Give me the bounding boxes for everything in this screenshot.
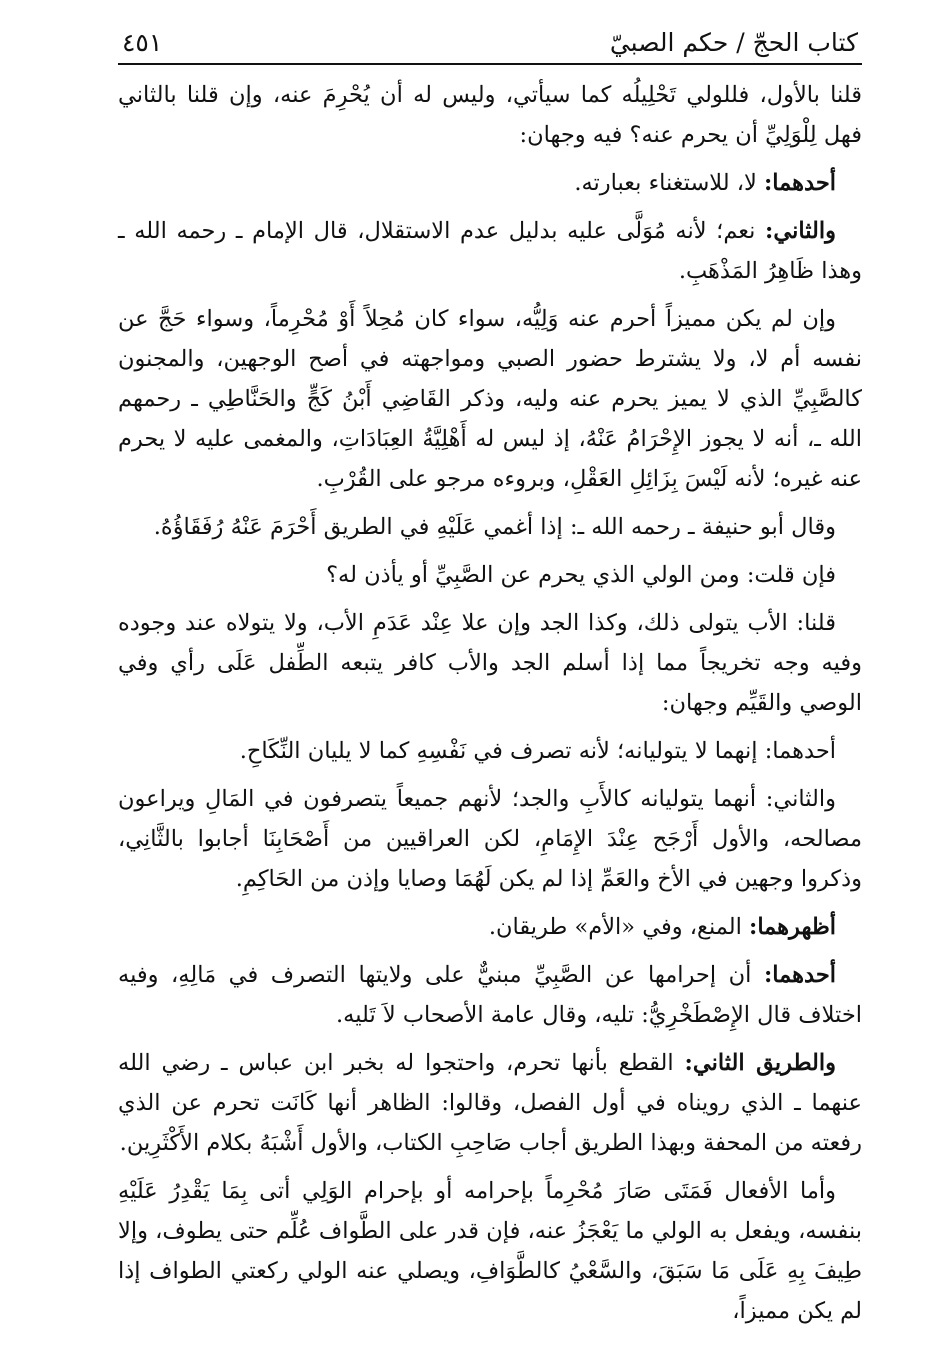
paragraph-text: القطع بأنها تحرم، واحتجوا له بخبر ابن عباس ـ رضي الله عنهما ـ الذي رويناه في أول الفصل، وقالوا: الظاهر أنها كَانَت تحرم عن الذي رفعته من المحفة وبهذا الطريق أجاب صَاحِبِ الكتاب، والأول أَشْبَهُ بكلام الأَكْثَرِين.: [118, 1050, 862, 1156]
paragraph-text: المنع، وفي «الأم» طريقان.: [488, 914, 750, 940]
paragraph: [118, 731, 862, 771]
paragraph: [118, 555, 862, 595]
paragraph: [118, 603, 862, 723]
paragraph: [118, 907, 862, 947]
paragraph: [118, 163, 862, 203]
page-body: [118, 75, 862, 1331]
paragraph-lead: أحدهما:: [763, 170, 836, 196]
paragraph-text: أحدهما: إنهما لا يتوليانه؛ لأنه تصرف في نَفْسِهِ كما لا يليان النِّكَاحِ.: [239, 738, 836, 764]
paragraph-lead: والطريق الثاني:: [684, 1050, 837, 1076]
paragraph: [118, 1171, 862, 1331]
page-number: ٤٥١: [122, 28, 163, 57]
paragraph-lead: والثاني:: [765, 218, 836, 244]
paragraph: [118, 1043, 862, 1163]
paragraph-text: والثاني: أنهما يتوليانه كالأَبِ والجد؛ لأنهم جميعاً يتصرفون في المَالِ ويراعون مصالحه، والأول أَرْجَح عِنْدَ الإِمَامِ، لكن العراقيين من أَصْحَابِنَا أجابوا بالثَّانِي، وذكروا وجهين في الأخ والعَمِّ إذا لم يكن لَهُمَا وصايا وإذن من الحَاكِمِ.: [118, 786, 862, 892]
paragraph-text: أن إحرامها عن الصَّبِيِّ مبنيٌّ على ولايتها التصرف في مَالِهِ، وفيه اختلاف قال الإِصْطَخْرِيُّ: تليه، وقال عامة الأصحاب لاَ تَليه.: [118, 962, 862, 1028]
paragraph-text: وقال أبو حنيفة ـ رحمه الله ـ: إذا أغمي عَلَيْهِ في الطريق أَحْرَمَ عَنْهُ رُفَقَاؤُهُ.: [153, 514, 836, 540]
paragraph: [118, 779, 862, 899]
running-header: [118, 28, 862, 63]
paragraph-lead: أحدهما:: [763, 962, 836, 988]
paragraph-text: وأما الأفعال فَمَتَى صَارَ مُحْرِماً بإحرامه أو بإحرام الوَلِي أتى بِمَا يَقْدِرُ عَلَيْهِ بنفسه، ويفعل به الولي ما يَعْجَزُ عنه، فإن قدر على الطَّواف عُلِّم حتى يطوف، وإلا طِيفَ بِهِ عَلَى مَا سَبَقَ، والسَّعْيُ كالطَّوَافِ، ويصلي عنه الولي ركعتي الطواف إذا لم يكن مميزاً،: [118, 1178, 862, 1324]
paragraph-lead: أظهرهما:: [749, 914, 836, 940]
paragraph-text: وإن لم يكن مميزاً أحرم عنه وَلِيُّه، سواء كان مُحِلاً أَوْ مُحْرِماً، وسواء حَجَّ عن نفسه أم لا، ولا يشترط حضور الصبي ومواجهته في أصح الوجهين، والمجنون كالصَّبِيِّ الذي لا يميز يحرم عنه وليه، وذكر القَاضِي أَبْنُ كَجٍّ والحَنَّاطِي ـ رحمهم الله ـ، أنه لا يجوز الإِحْرَامُ عَنْهُ، إذ ليس له أَهْلِيَّةُ العِبَادَاتِ، والمغمى عليه لا يحرم عنه غيره؛ لأنه لَيْسَ بِزَائِلِ العَقْلِ، وبروءه مرجو على القُرْبِ.: [118, 306, 862, 492]
paragraph-text: نعم؛ لأنه مُوَلَّى عليه بدليل عدم الاستقلال، قال الإمام ـ رحمه الله ـ وهذا ظَاهِرُ المَذْهَبِ.: [118, 218, 862, 284]
paragraph-text: قلنا بالأول، فللولي تَحْلِيلُه كما سيأتي، وليس له أن يُحْرِمَ عنه، وإن قلنا بالثاني فهل لِلْوَلِيِّ أن يحرم عنه؟ فيه وجهان:: [118, 82, 862, 148]
paragraph: [118, 75, 862, 155]
paragraph: [118, 955, 862, 1035]
header-title: كتاب الحجّ / حكم الصبيّ: [609, 28, 858, 57]
paragraph-text: قلنا: الأب يتولى ذلك، وكذا الجد وإن علا عِنْد عَدَمِ الأب، ولا يتولاه عند وجوده وفيه وجه تخريجاً مما إذا أسلم الجد والأب كافر يتبعه الطِّفل عَلَى رأي وفي الوصي والقَيِّم وجهان:: [118, 610, 862, 716]
header-rule: [118, 63, 862, 65]
paragraph-text: فإن قلت: ومن الولي الذي يحرم عن الصَّبِيِّ أو يأذن له؟: [326, 562, 836, 588]
paragraph-text: لا، للاستغناء بعبارته.: [574, 170, 764, 196]
paragraph: [118, 507, 862, 547]
paragraph: [118, 299, 862, 499]
paragraph: [118, 211, 862, 291]
